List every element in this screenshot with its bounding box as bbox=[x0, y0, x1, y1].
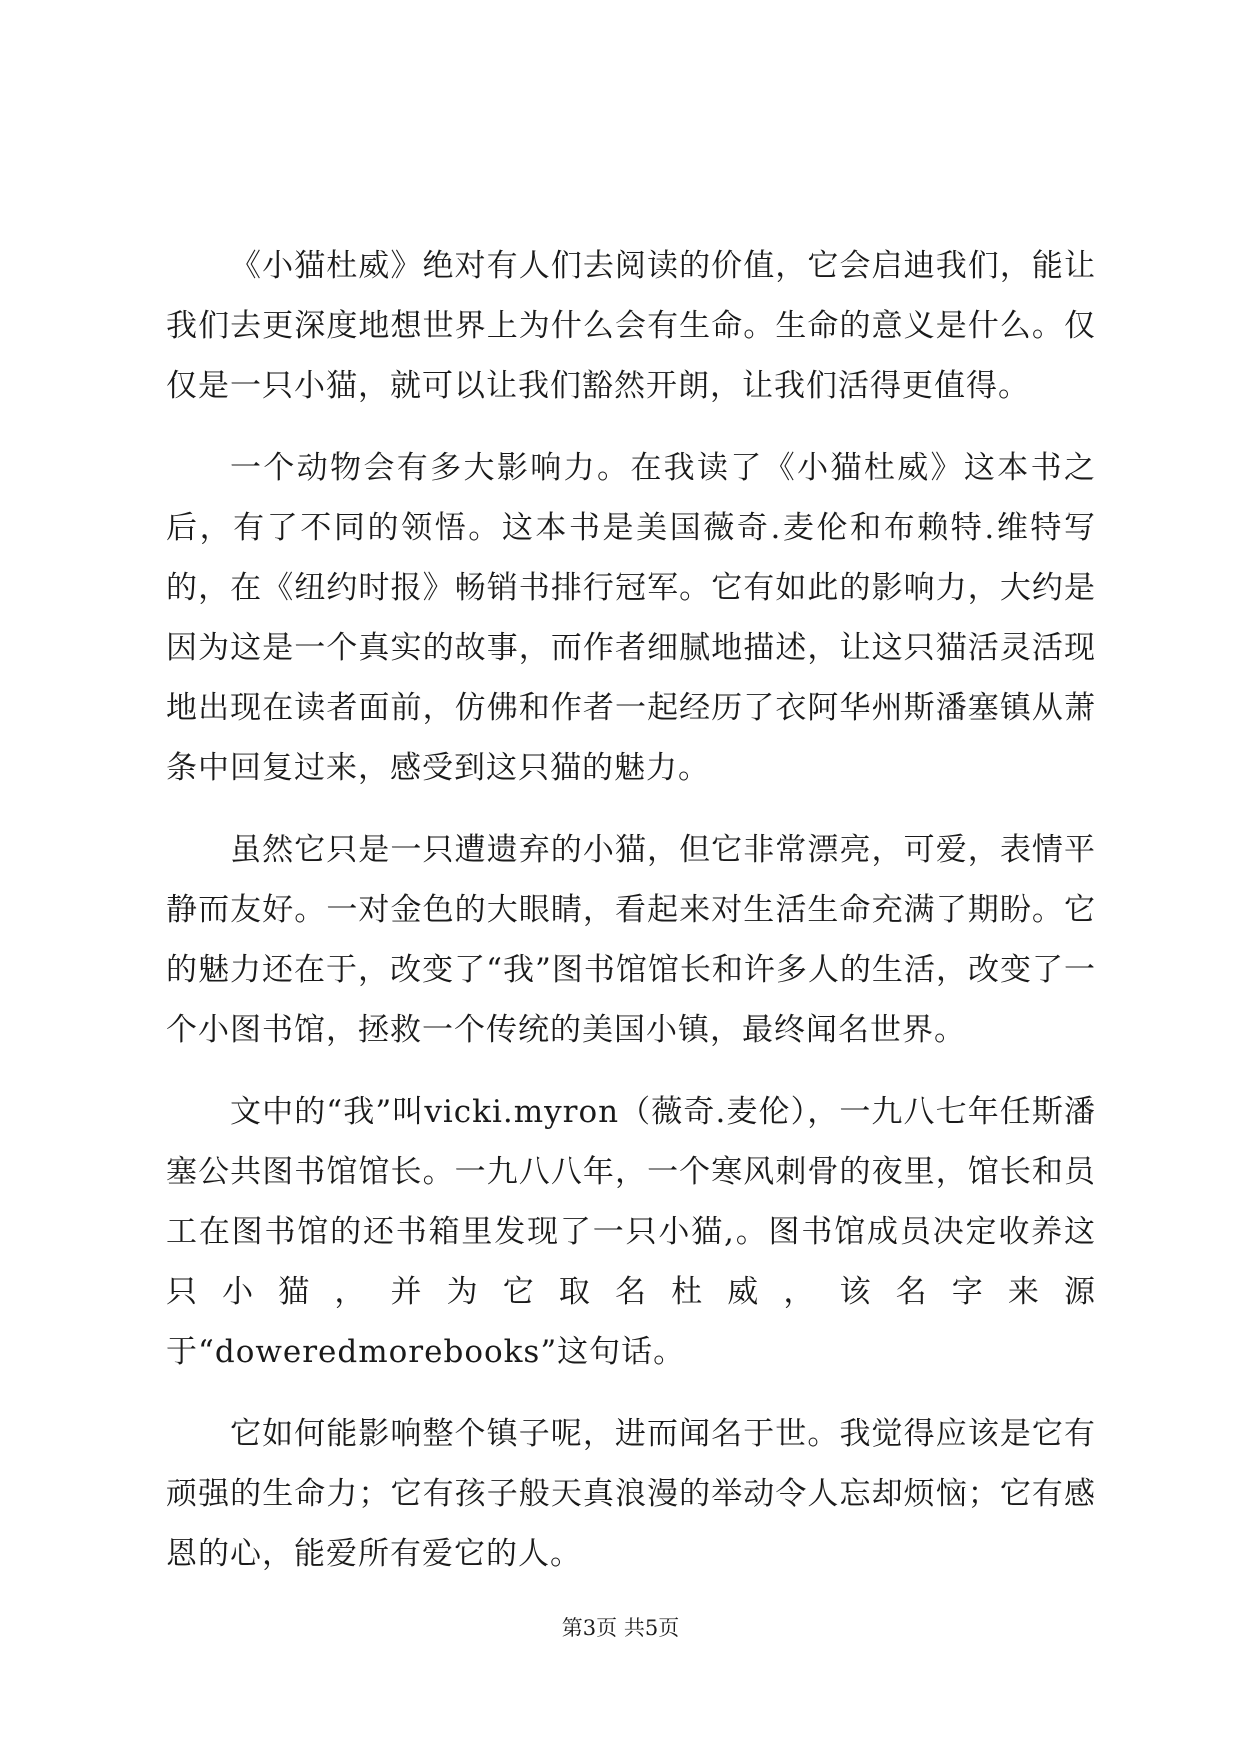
paragraph-1: 《小猫杜威》绝对有人们去阅读的价值，它会启迪我们，能让我们去更深度地想世界上为什么会有生命。生命的意义是什么。仅仅是一只小猫，就可以让我们豁然开朗，让我们活得更值得。 bbox=[166, 248, 1096, 404]
paragraph-5: 它如何能影响整个镇子呢，进而闻名于世。我觉得应该是它有顽强的生命力；它有孩子般天真浪漫的举动令人忘却烦恼；它有感恩的心，能爱所有爱它的人。 bbox=[166, 1416, 1096, 1572]
body-text bbox=[166, 236, 1096, 1606]
paragraph-3: 虽然它只是一只遭遗弃的小猫，但它非常漂亮，可爱，表情平静而友好。一对金色的大眼睛，看起来对生活生命充满了期盼。它的魅力还在于，改变了“我”图书馆馆长和许多人的生活，改变了一个小图书馆，拯救一个传统的美国小镇，最终闻名世界。 bbox=[166, 832, 1096, 1048]
paragraph-2: 一个动物会有多大影响力。在我读了《小猫杜威》这本书之后，有了不同的领悟。这本书是美国薇奇.麦伦和布赖特.维特写的，在《纽约时报》畅销书排行冠军。它有如此的影响力，大约是因为这是一个真实的故事，而作者细腻地描述，让这只猫活灵活现地出现在读者面前，仿佛和作者一起经历了衣阿华州斯潘塞镇从萧条中回复过来，感受到这只猫的魅力。 bbox=[166, 450, 1096, 786]
page-footer: 第3页 共5页 bbox=[561, 1616, 680, 1640]
paragraph-4: 文中的“我”叫vicki.myron（薇奇.麦伦），一九八七年任斯潘塞公共图书馆馆长。一九八八年，一个寒风刺骨的夜里，馆长和员工在图书馆的还书箱里发现了一只小猫,。图书馆成员决定收养这只小猫，并为它取名杜威，该名字来源于“doweredmorebooks”这句话。 bbox=[166, 1094, 1096, 1370]
